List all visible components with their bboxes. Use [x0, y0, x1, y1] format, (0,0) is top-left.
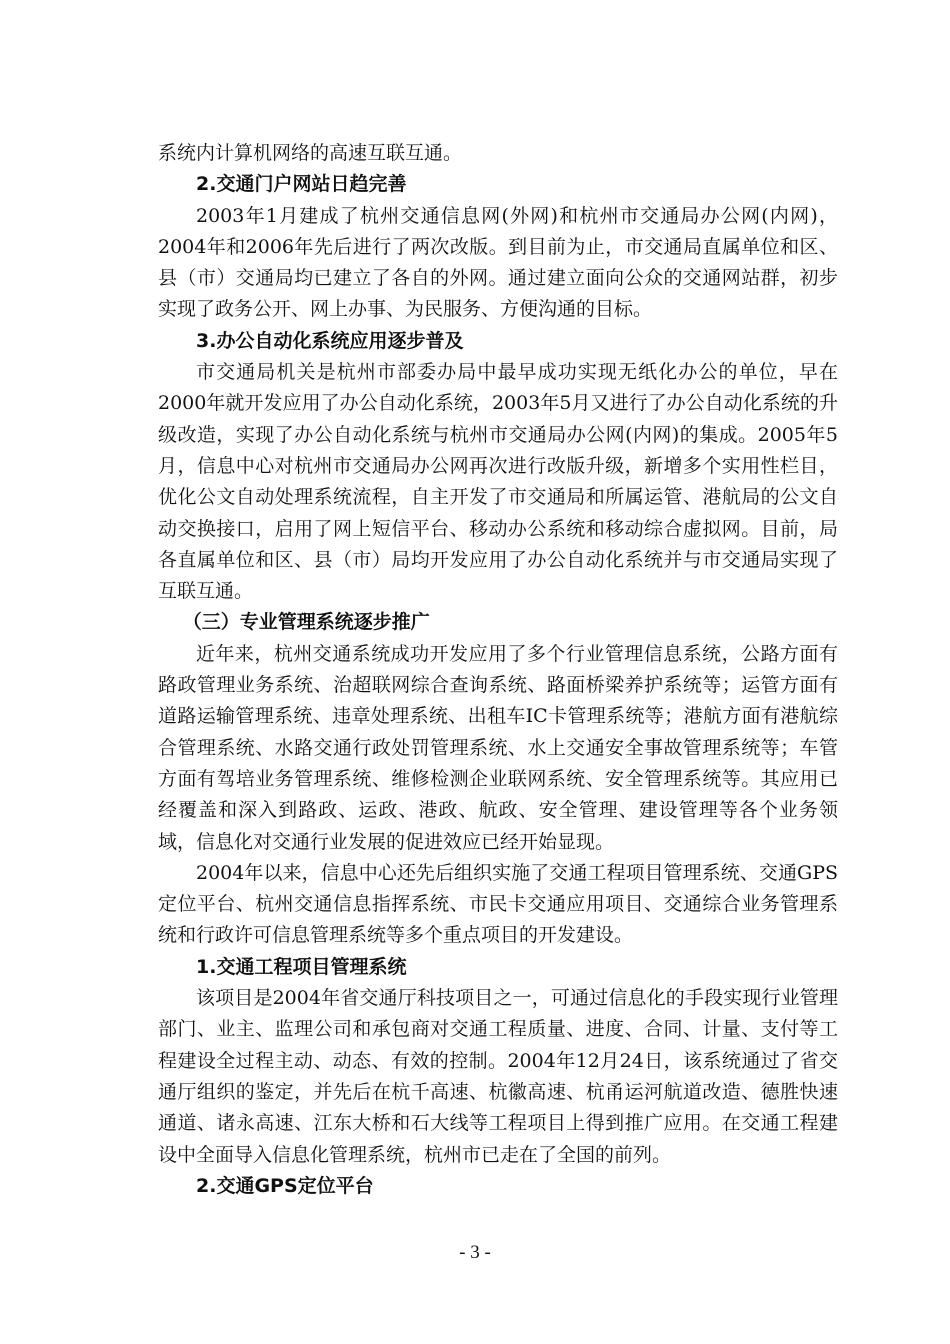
section-heading-engineering-project: 1.交通工程项目管理系统: [196, 955, 407, 978]
document-body: [158, 138, 838, 1202]
section-heading-portal: 2.交通门户网站日趋完善: [196, 173, 407, 196]
paragraph-office-automation: 市交通局机关是杭州市部委办局中最早成功实现无纸化办公的单位，早在2000年就开发应用了办公自动化系统，2003年5月又进行了办公自动化系统的升级改造，实现了办公自动化系统与杭州市交通局办公网(内网)的集成。2005年5月，信息中心对杭州市交通局办公网再次进行改版升级，新增多个实用性栏目，优化公文自动处理系统流程，自主开发了市交通局和所属运管、港航局的公文自动交换接口，启用了网上短信平台、移动办公系统和移动综合虚拟网。目前，局各直属单位和区、县（市）局均开发应用了办公自动化系统并与市交通局实现了互联互通。: [158, 361, 838, 603]
section-heading-office-automation: 3.办公自动化系统应用逐步普及: [196, 329, 464, 352]
page-number: - 3 -: [459, 1242, 491, 1263]
paragraph-portal: 2003年1月建成了杭州交通信息网(外网)和杭州市交通局办公网(内网)，2004年和2006年先后进行了两次改版。到目前为止，市交通局直属单位和区、县（市）交通局均已建立了各自的外网。通过建立面向公众的交通网站群，初步实现了政务公开、网上办事、为民服务、方便沟通的目标。: [158, 204, 838, 321]
section-heading-gps-platform: 2.交通GPS定位平台: [196, 1174, 374, 1197]
subsection-heading-management-systems: （三）专业管理系统逐步推广: [182, 611, 430, 634]
paragraph-continuation: 系统内计算机网络的高速互联互通。: [158, 142, 463, 164]
paragraph-engineering-project: 该项目是2004年省交通厅科技项目之一，可通过信息化的手段实现行业管理部门、业主、监理公司和承包商对交通工程质量、进度、合同、计量、支付等工程建设全过程主动、动态、有效的控制。2004年12月24日，该系统通过了省交通厅组织的鉴定，并先后在杭千高速、杭徽高速、杭甬运河航道改造、德胜快速通道、诸永高速、江东大桥和石大线等工程项目上得到推广应用。在交通工程建设中全面导入信息化管理系统，杭州市已走在了全国的前列。: [158, 987, 838, 1166]
paragraph-key-projects: 2004年以来，信息中心还先后组织实施了交通工程项目管理系统、交通GPS定位平台、杭州交通信息指挥系统、市民卡交通应用项目、交通综合业务管理系统和行政许可信息管理系统等多个重点项目的开发建设。: [158, 861, 838, 947]
paragraph-management-systems: 近年来，杭州交通系统成功开发应用了多个行业管理信息系统，公路方面有路政管理业务系统、治超联网综合查询系统、路面桥梁养护系统等；运管方面有道路运输管理系统、违章处理系统、出租车IC卡管理系统等；港航方面有港航综合管理系统、水路交通行政处罚管理系统、水上交通安全事故管理系统等；车管方面有驾培业务管理系统、维修检测企业联网系统、安全管理系统等。其应用已经覆盖和深入到路政、运政、港政、航政、安全管理、建设管理等各个业务领域，信息化对交通行业发展的促进效应已经开始显现。: [158, 642, 838, 853]
